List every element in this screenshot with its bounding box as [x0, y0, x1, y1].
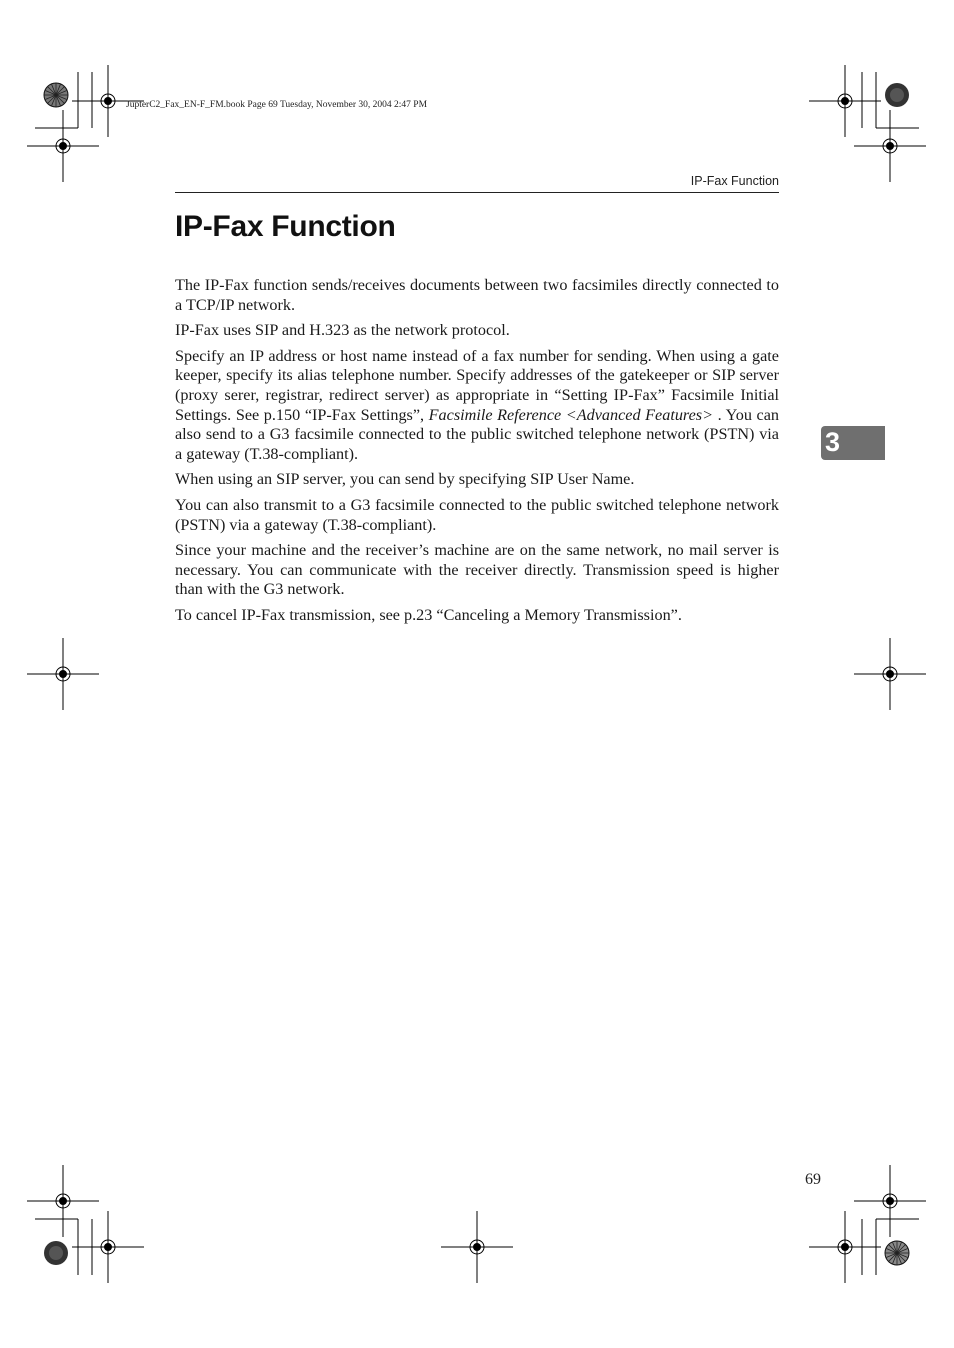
paragraph-addressing: [175, 347, 779, 465]
paragraph-addressing-text: Specify an IP address or host name instead of a fax number for sending. When using a gate keeper, specify its alias telephone number. Specify addresses of the gatekeeper or SIP server (proxy serer, registrar, redirect server) as appropriate in “Setting IP-Fax” Facsimile Initial Settings. See p.150 “IP-Fax Settings”,: [175, 346, 779, 424]
paragraph-protocol: IP-Fax uses SIP and H.323 as the network protocol.: [175, 321, 510, 340]
registration-crosshair-icon: [27, 1165, 99, 1237]
body-text: [175, 276, 779, 632]
paragraph-sip: When using an SIP server, you can send by specifying SIP User Name.: [175, 470, 635, 489]
registration-crosshair-icon: [27, 638, 99, 710]
chapter-number: 3: [825, 427, 841, 457]
color-wheel-icon: [44, 83, 68, 107]
color-wheel-icon: [885, 1241, 909, 1265]
color-wheel-icon: [44, 1241, 68, 1265]
color-wheel-icon: [885, 83, 909, 107]
registration-crosshair-icon: [854, 1165, 926, 1237]
page-number: 69: [805, 1171, 821, 1188]
registration-crosshair-icon: [854, 110, 926, 182]
paragraph-addressing-text-end: . You can also send to a G3 facsimile connected to the public switched telephone network (PSTN) via a gateway (T.38-compliant).: [175, 405, 780, 463]
registration-crosshair-icon: [854, 638, 926, 710]
running-header: IP-Fax Function: [690, 174, 779, 188]
registration-crosshair-icon: [27, 110, 99, 182]
paragraph-gateway: You can also transmit to a G3 facsimile connected to the public switched telephone network (PSTN) via a gateway (T.38-compliant).: [175, 495, 779, 534]
registration-crosshair-icon: [72, 1211, 144, 1283]
paragraph-intro: The IP-Fax function sends/receives documents between two facsimiles directly connected to a TCP/IP network.: [175, 276, 779, 314]
registration-crosshair-icon: [441, 1211, 513, 1283]
paragraph-network: Since your machine and the receiver’s machine are on the same network, no mail server is necessary. You can communicate with the receiver directly. Transmission speed is higher than with the G3 network.: [175, 541, 779, 599]
chapter-tab: [821, 426, 885, 460]
header-rule: [175, 192, 779, 193]
print-slug: JupterC2_Fax_EN-F_FM.book Page 69 Tuesday, November 30, 2004 2:47 PM: [126, 100, 428, 110]
reference-link[interactable]: Facsimile Reference <Advanced Features>: [428, 405, 714, 424]
paragraph-cancel: To cancel IP-Fax transmission, see p.23 “Canceling a Memory Transmission”.: [175, 605, 682, 624]
page-title: IP-Fax Function: [175, 210, 396, 243]
registration-crosshair-icon: [809, 1211, 881, 1283]
registration-crosshair-icon: [809, 65, 881, 137]
